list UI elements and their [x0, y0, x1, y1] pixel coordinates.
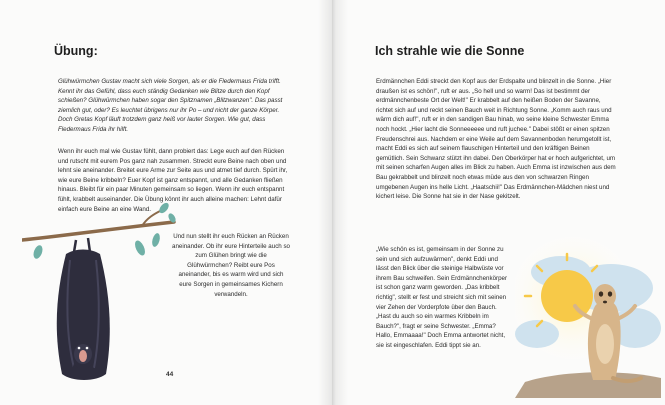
bat-icon [57, 238, 110, 380]
left-page [0, 0, 332, 405]
bat-on-branch-illustration [22, 196, 182, 396]
right-page [333, 0, 665, 405]
rock-ground [515, 372, 661, 398]
intro-paragraph: Glühwürmchen Gustav macht sich viele Sorgen, als er die Fledermaus Frida trifft. Kennt ihr das Gefühl, dass euch ständig Gedanken wie Blitze durch den Kopf schießen? Glühwürmchen haben sogar den Spitznamen „Blitzwanzen". Das passt ziemlich gut, oder? Es leuchtet übrigens nur ihr Po – und nicht der ganze Körper. Doch Gretas Kopf läuft trotzdem ganz heiß vor lauter Sorgen. Wie gut, dass Fledermaus Frida ihr hilft. [58, 78, 283, 133]
exercise-title: Übung: [54, 44, 98, 58]
book-gutter [318, 0, 348, 405]
meerkat-sun-illustration [515, 232, 661, 398]
story-title: Ich strahle wie die Sonne [375, 44, 525, 58]
page-number: 44 [166, 371, 174, 378]
story-continuation: „Wie schön es ist, gemeinsam in der Sonne zu sein und sich aufzuwärmen", denkt Eddi und lässt den Blick über die steinige Halbwüste vor ihrem Bau schweifen. Sein Erdmännchenkörper ist schon ganz warm geworden. „Das kribbelt richtig", stellt er fest und streicht sich mit seinen vier Zehen der Vorderpfote über den Bauch. „Hast du auch so ein warmes Kribbeln im Bauch?", fragt er seine Schwester. „Emma? Hallo, Emmaaaa!" Doch Emma antwortet nicht, sie ist eingeschlafen. Eddi tippt sie an. [376, 246, 508, 349]
branch [22, 222, 174, 240]
exercise-paragraph: Wenn ihr euch mal wie Gustav fühlt, dann probiert das: Lege euch auf den Rücken und rutscht mit eurem Pos ganz nah zusammen. Streckt eure Beine nach oben und lehnt sie aneinander. Breitet eure Arme zur Seite aus und atmet tief durch. Spürt ihr, wie eure Beine kribbeln? Euer Kopf ist ganz entspannt, und alle Gedanken fließen hinaus. Bleibt für ein paar Minuten gemeinsam so liegen. Wenn ihr euch entspannt fühlt, krabbelt auseinander. Die Übung könnt ihr auch alleine machen: Lehnt dafür einfach eure Beine an eine Wand. [58, 148, 288, 213]
exercise-continuation: Und nun stellt ihr euch Rücken an Rücken aneinander. Ob ihr eure Hinterteile auch so zum Glühen bringt wie die Glühwürmchen? Reibt eure Pos aneinander, bis es warm wird und sich eure Sorgen in gemeinsames Kichern verwandeln. [172, 233, 290, 298]
story-paragraph: Erdmännchen Eddi streckt den Kopf aus der Erdspalte und blinzelt in die Sonne. „Hier draußen ist es schön!", ruft er aus. „So hell und so warm! Das ist bestimmt der erdmännchenbeste Ort der Welt!" Er krabbelt auf den heißen Boden der Savanne, richtet sich auf und reckt seinen Bauch weit in Richtung Sonne. „Komm auch raus und wärm dich auf!", ruft er in den sandigen Bau hinab, wo seine kleine Schwester Emma noch hockt. „Hier lacht die Sonneeeeee und ruft juchee." Dabei stößt er einen spitzen Freudenschrei aus. Nachdem er eine Weile auf dem Savannenboden herumgetollt ist, macht Eddi es sich auf seinem flauschigen Hinterteil und den kräftigen Beinen gemütlich. Sein Schwanz stützt ihn dabei. Den Oberkörper hat er hoch aufgerichtet, um mit seinen scharfen Augen alles im Blick zu haben. Auch Emma ist inzwischen aus dem Bau gekrabbelt und blinzelt noch etwas müde aus den von schwarzen Ringen umgebenen Augen ins helle Licht. „Haatschii!" Das Erdmännchen-Mädchen niest und kichert leise. Die Sonne hat sie in der Nase gekitzelt. [376, 78, 616, 201]
